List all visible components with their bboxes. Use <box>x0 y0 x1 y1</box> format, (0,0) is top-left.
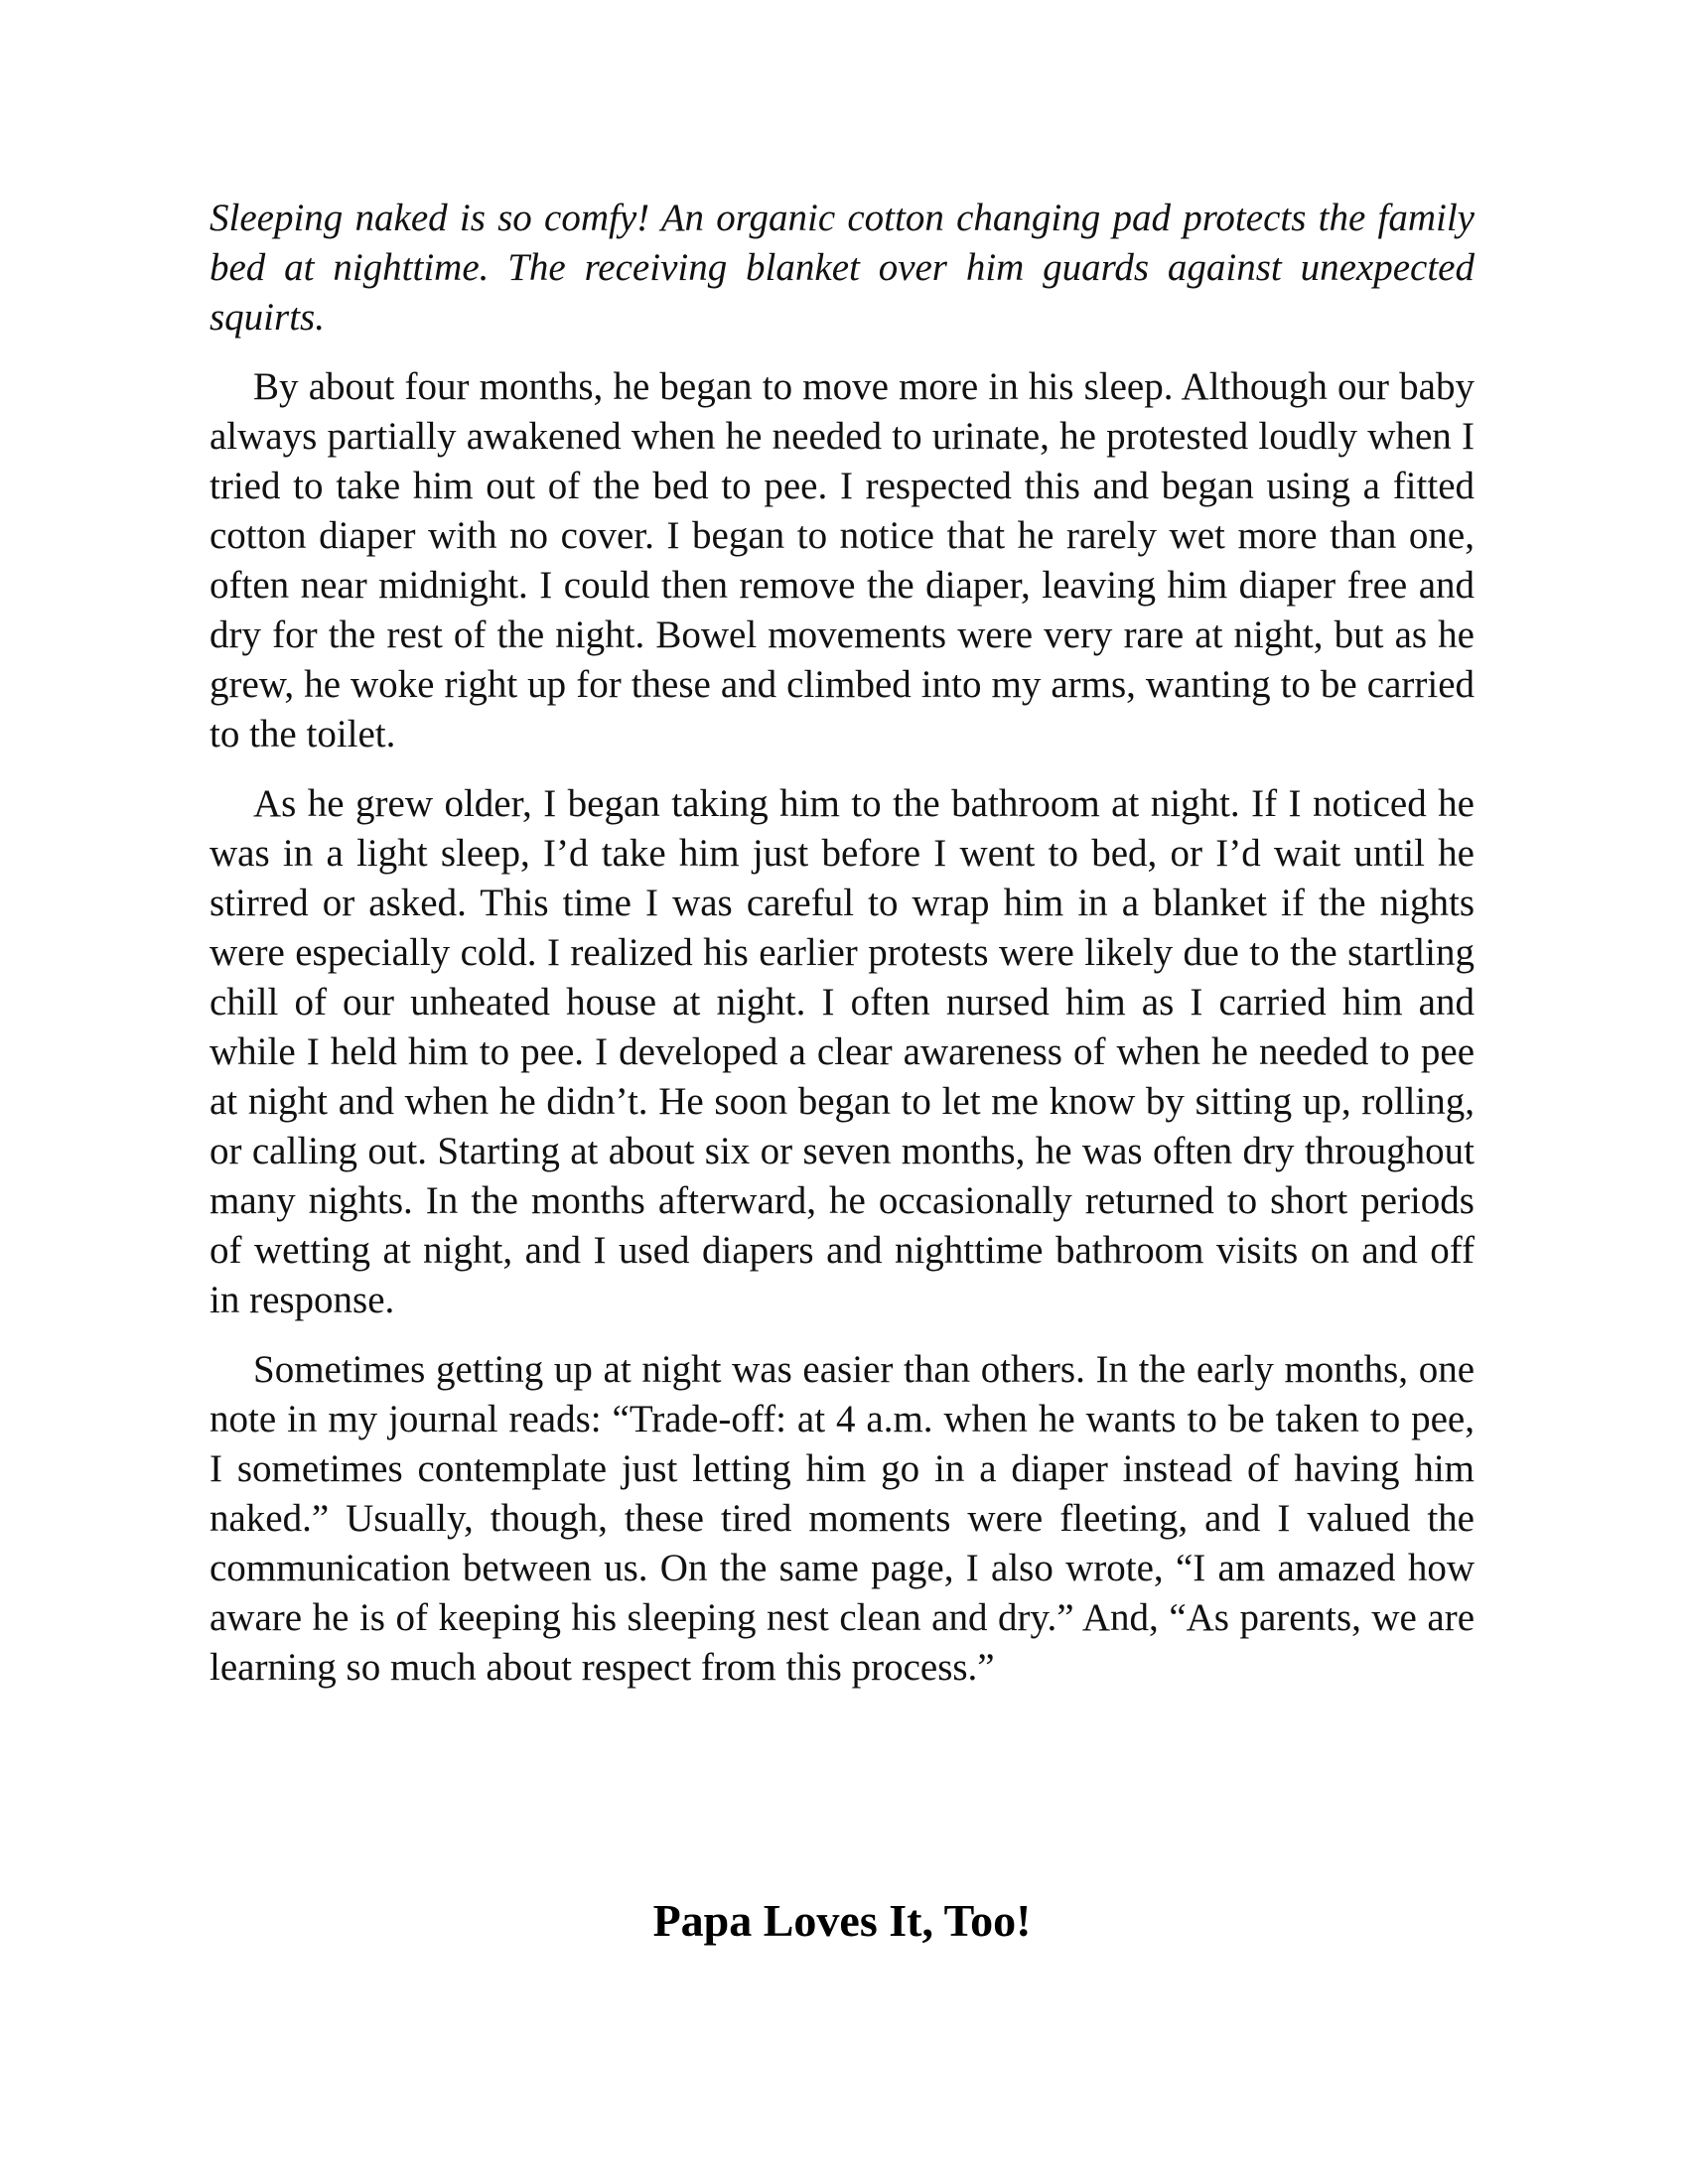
body-paragraph: Sometimes getting up at night was easier than others. In the early months, one note in my journal reads: “Trade-off: at 4 a.m. when he wants to be taken to pee, I sometimes contemplate just letting him go in a diaper instead of having him naked.” Usually, though, these tired moments were fleeting, and I valued the communication between us. On the same page, I also wrote, “I am amazed how aware he is of keeping his sleeping nest clean and dry.” And, “As parents, we are learning so much about respect from this process.” <box>210 1348 1475 1689</box>
body-paragraph: By about four months, he began to move more in his sleep. Although our baby always partially awakened when he needed to urinate, he protested loudly when I tried to take him out of the bed to pee. I respected this and began using a fitted cotton diaper with no cover. I began to notice that he rarely wet more than one, often near midnight. I could then remove the diaper, leaving him diaper free and dry for the rest of the night. Bowel movements were very rare at night, but as he grew, he woke right up for these and climbed into my arms, wanting to be carried to the toilet. <box>210 365 1475 755</box>
page-body <box>210 194 1475 1712</box>
photo-caption: Sleeping naked is so comfy! An organic cotton changing pad protects the family bed at nighttime. The receiving blanket over him guards against unexpected squirts. <box>210 197 1475 339</box>
body-paragraph: As he grew older, I began taking him to the bathroom at night. If I noticed he was in a light sleep, I’d take him just before I went to bed, or I’d wait until he stirred or asked. This time I was careful to wrap him in a blanket if the nights were especially cold. I realized his earlier protests were likely due to the startling chill of our unheated house at night. I often nursed him as I carried him and while I held him to pee. I developed a clear awareness of when he needed to pee at night and when he didn’t. He soon began to let me know by sitting up, rolling, or calling out. Starting at about six or seven months, he was often dry throughout many nights. In the months afterward, he occasionally returned to short periods of wetting at night, and I used diapers and nighttime bathroom visits on and off in response. <box>210 782 1475 1321</box>
section-heading: Papa Loves It, Too! <box>652 1895 1032 1946</box>
